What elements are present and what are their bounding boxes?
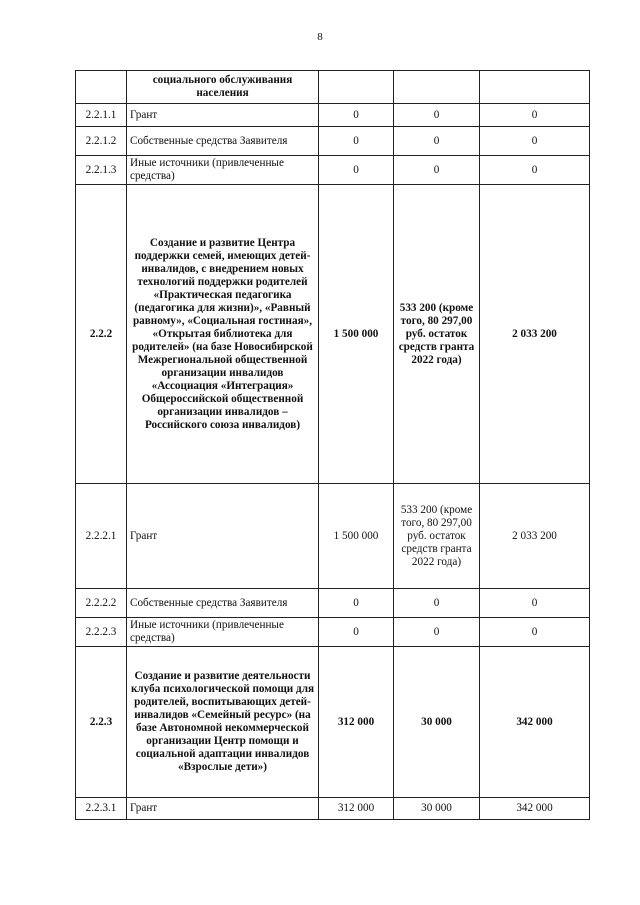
table-row [76,104,590,127]
table-row [76,589,590,618]
budget-table [75,70,590,820]
row-total: 0 [480,589,590,618]
row-code: 2.2.2 [76,185,127,484]
row-grant: 1 500 000 [319,484,394,589]
table-row [76,484,590,589]
table-row [76,618,590,647]
row-name: Создание и развитие деятельности клуба психологической помощи для родителей, воспитывающих детей-инвалидов «Семейный ресурс» (на базе Автономной некоммерческой организации Центр помощи и социальной адаптации инвалидов «Взрослые дети») [127,647,319,798]
table-row [76,185,590,484]
row-name: Собственные средства Заявителя [127,127,319,156]
row-other: 30 000 [394,798,480,820]
row-name: социального обслуживания населения [127,71,319,104]
row-other: 0 [394,618,480,647]
row-total: 342 000 [480,798,590,820]
row-grant: 0 [319,156,394,185]
table-row [76,156,590,185]
row-code: 2.2.1.3 [76,156,127,185]
row-code: 2.2.2.3 [76,618,127,647]
row-grant: 0 [319,127,394,156]
table-row [76,647,590,798]
row-other: 0 [394,156,480,185]
row-other: 0 [394,104,480,127]
table-row [76,127,590,156]
row-grant: 312 000 [319,647,394,798]
page-number: 8 [317,31,323,43]
row-grant: 312 000 [319,798,394,820]
row-name: Грант [127,104,319,127]
table-row [76,798,590,820]
row-grant: 0 [319,104,394,127]
row-name: Грант [127,798,319,820]
row-total: 0 [480,156,590,185]
row-code: 2.2.2.2 [76,589,127,618]
row-total: 2 033 200 [480,185,590,484]
row-total: 0 [480,127,590,156]
row-name: Собственные средства Заявителя [127,589,319,618]
table-row [76,71,590,104]
row-other: 533 200 (кроме того, 80 297,00 руб. остаток средств гранта 2022 года) [394,484,480,589]
row-code [76,71,127,104]
row-code: 2.2.2.1 [76,484,127,589]
row-grant: 1 500 000 [319,185,394,484]
row-total: 0 [480,618,590,647]
row-other: 0 [394,589,480,618]
row-code: 2.2.3.1 [76,798,127,820]
row-total: 342 000 [480,647,590,798]
row-other: 30 000 [394,647,480,798]
row-code: 2.2.1.1 [76,104,127,127]
row-code: 2.2.3 [76,647,127,798]
row-total: 0 [480,104,590,127]
row-other: 533 200 (кроме того, 80 297,00 руб. остаток средств гранта 2022 года) [394,185,480,484]
row-grant: 0 [319,589,394,618]
row-name: Создание и развитие Центра поддержки семей, имеющих детей-инвалидов, с внедрением новых технологий поддержки родителей «Практическая педагогика (педагогика для жизни)», «Равный равному», «Социальная гостиная», «Открытая библиотека для родителей» (на базе Новосибирской Межрегиональной общественной организации инвалидов «Ассоциация «Интеграция» Общероссийской общественной организации инвалидов – Российского союза инвалидов) [127,185,319,484]
row-total: 2 033 200 [480,484,590,589]
row-name: Иные источники (привлеченные средства) [127,156,319,185]
row-name: Грант [127,484,319,589]
row-name: Иные источники (привлеченные средства) [127,618,319,647]
row-code: 2.2.1.2 [76,127,127,156]
row-other [394,71,480,104]
row-grant [319,71,394,104]
row-total [480,71,590,104]
row-other: 0 [394,127,480,156]
row-grant: 0 [319,618,394,647]
